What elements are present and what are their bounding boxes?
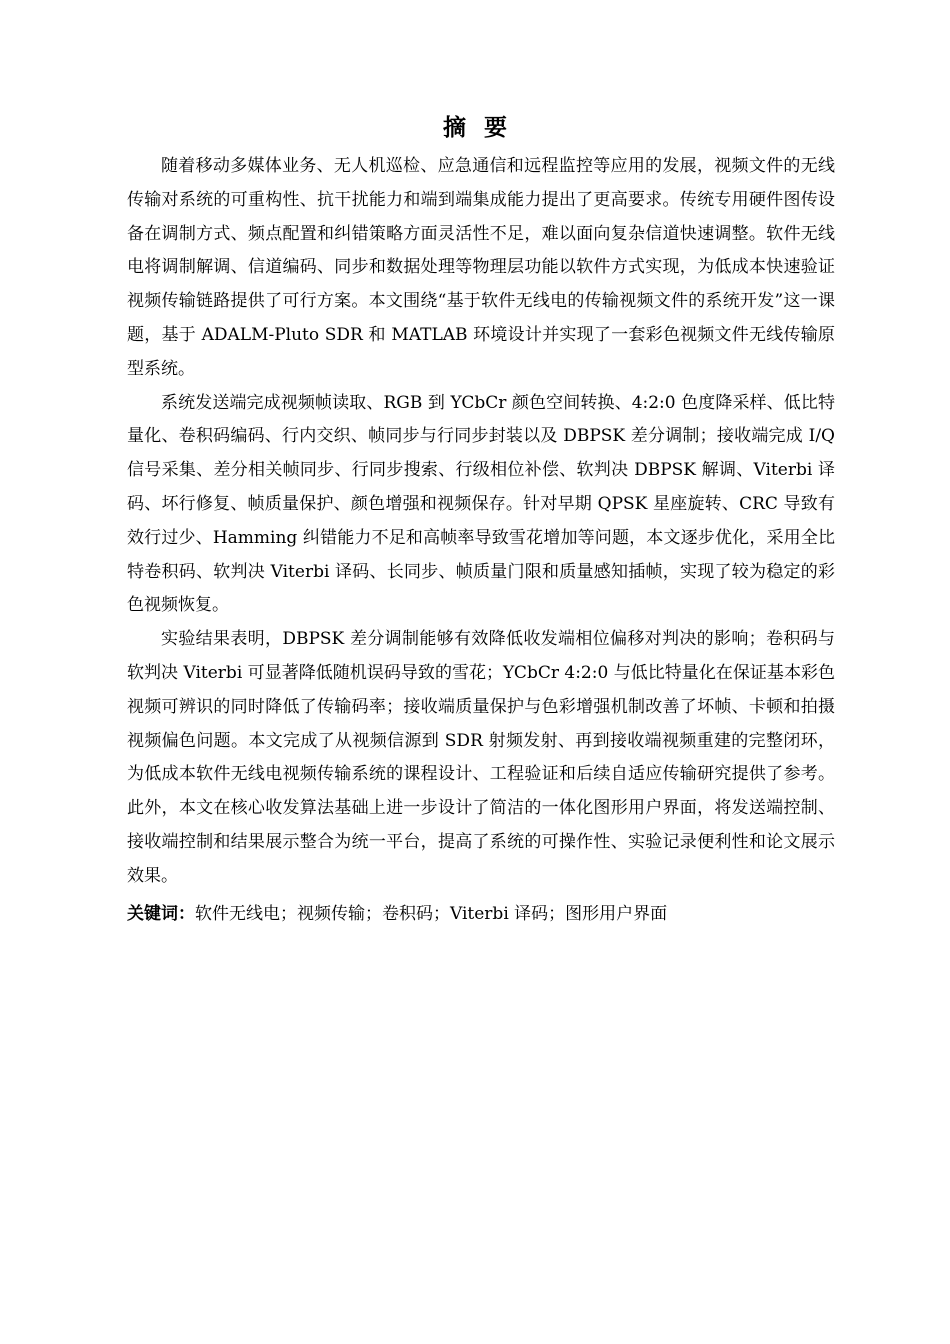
abstract-paragraph-2: 系统发送端完成视频帧读取、RGB 到 YCbCr 颜色空间转换、4:2:0 色度降采样、低比特量化、卷积码编码、行内交织、帧同步与行同步封装以及 DBPSK 差分调制；接收端完成 I/Q 信号采集、差分相关帧同步、行同步搜索、行级相位补偿、软判决 DBPSK 解调、Viterbi 译码、坏行修复、帧质量保护、颜色增强和视频保存。针对早期 QPSK 星座旋转、CRC 导致有效行过少、Hamming 纠错能力不足和高帧率导致雪花增加等问题，本文逐步优化，采用全比特卷积码、软判决 Viterbi 译码、长同步、帧质量门限和质量感知插帧，实现了较为稳定的彩色视频恢复。: [127, 392, 835, 616]
abstract-paragraph-3: 实验结果表明，DBPSK 差分调制能够有效降低收发端相位偏移对判决的影响；卷积码与软判决 Viterbi 可显著降低随机误码导致的雪花；YCbCr 4:2:0 与低比特量化在保证基本彩色视频可辨识的同时降低了传输码率；接收端质量保护与色彩增强机制改善了坏帧、卡顿和拍摄视频偏色问题。本文完成了从视频信源到 SDR 射频发射、再到接收端视频重建的完整闭环，为低成本软件无线电视频传输系统的课程设计、工程验证和后续自适应传输研究提供了参考。 此外，本文在核心收发算法基础上进一步设计了简洁的一体化图形用户界面，将发送端控制、接收端控制和结果展示整合为统一平台，提高了系统的可操作性、实验记录便利性和论文展示效果。: [127, 629, 835, 886]
keywords-label: 关键词：: [127, 903, 195, 924]
abstract-paragraph-1: 随着移动多媒体业务、无人机巡检、应急通信和远程监控等应用的发展，视频文件的无线传输对系统的可重构性、抗干扰能力和端到端集成能力提出了更高要求。传统专用硬件图传设备在调制方式、频点配置和纠错策略方面灵活性不足，难以面向复杂信道快速调整。软件无线电将调制解调、信道编码、同步和数据处理等物理层功能以软件方式实现，为低成本快速验证视频传输链路提供了可行方案。本文围绕“基于软件无线电的传输视频文件的系统开发”这一课题，基于 ADALM-Pluto SDR 和 MATLAB 环境设计并实现了一套彩色视频文件无线传输原型系统。: [127, 156, 835, 379]
abstract-title: 摘要: [443, 114, 525, 141]
keywords-text: 软件无线电；视频传输；卷积码；Viterbi 译码；图形用户界面: [195, 903, 668, 924]
abstract-body: [127, 150, 835, 931]
keywords-line: [127, 898, 835, 932]
